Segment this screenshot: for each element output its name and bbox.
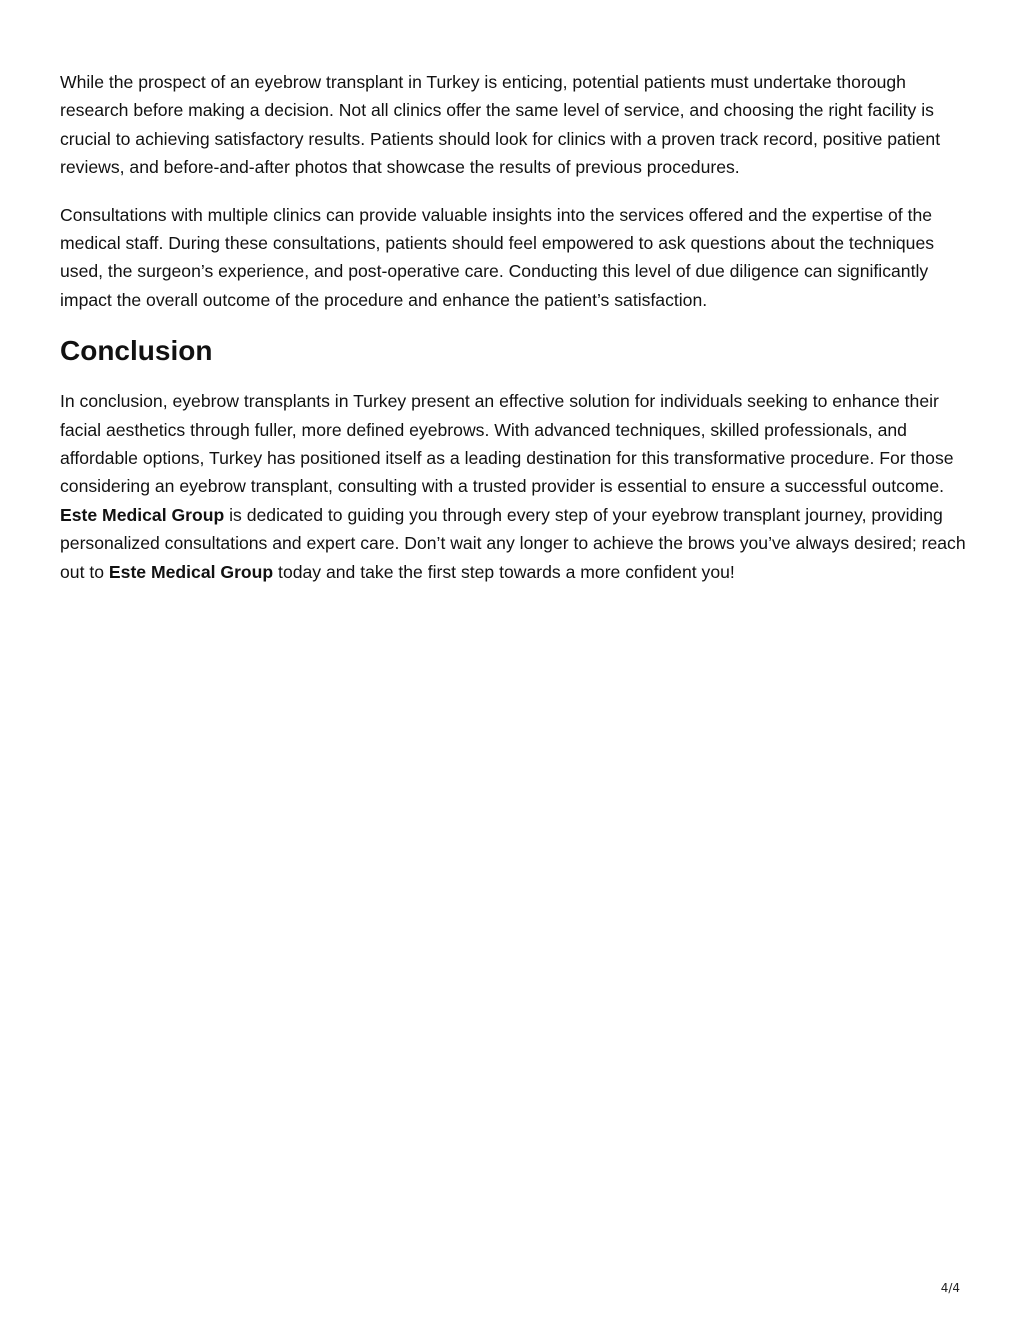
conclusion-text-2: is dedicated to guiding you through every step of your eyebrow transplant journey, providing personalized consultations and expert care. Don’t wait any longer to achieve the brows you’ve always desired; reach out to — [60, 504, 966, 582]
research-paragraph: While the prospect of an eyebrow transplant in Turkey is enticing, potential patients must undertake thorough research before making a decision. Not all clinics offer the same level of service, and choosing the right facility is crucial to achieving satisfactory results. Patients should look for clinics with a proven track record, positive patient reviews, and before-and-after photos that showcase the results of previous procedures. — [60, 72, 941, 178]
company-name-bold-2: Este Medical Group — [108, 561, 274, 582]
conclusion-heading: Conclusion — [60, 335, 213, 367]
company-name-bold-1: Este Medical Group — [60, 504, 225, 525]
consultations-paragraph: Consultations with multiple clinics can provide valuable insights into the services offered and the expertise of the medical staff. During these consultations, patients should feel empowered to ask questions about the techniques used, the surgeon’s experience, and post-operative care. Conducting this level of due diligence can significantly impact the overall outcome of the procedure and enhance the patient’s satisfaction. — [60, 204, 935, 310]
document-body — [60, 68, 972, 605]
conclusion-paragraph — [60, 387, 972, 586]
conclusion-text-1: In conclusion, eyebrow transplants in Turkey present an effective solution for individuals seeking to enhance their facial aesthetics through fuller, more defined eyebrows. With advanced techniques, skilled professionals, and affordable options, Turkey has positioned itself as a leading destination for this transformative procedure. For those considering an eyebrow transplant, consulting with a trusted provider is essential to ensure a successful outcome. — [60, 391, 954, 497]
page-number: 4/4 — [940, 1281, 960, 1295]
conclusion-text-3: today and take the first step towards a more confident you! — [273, 561, 735, 582]
